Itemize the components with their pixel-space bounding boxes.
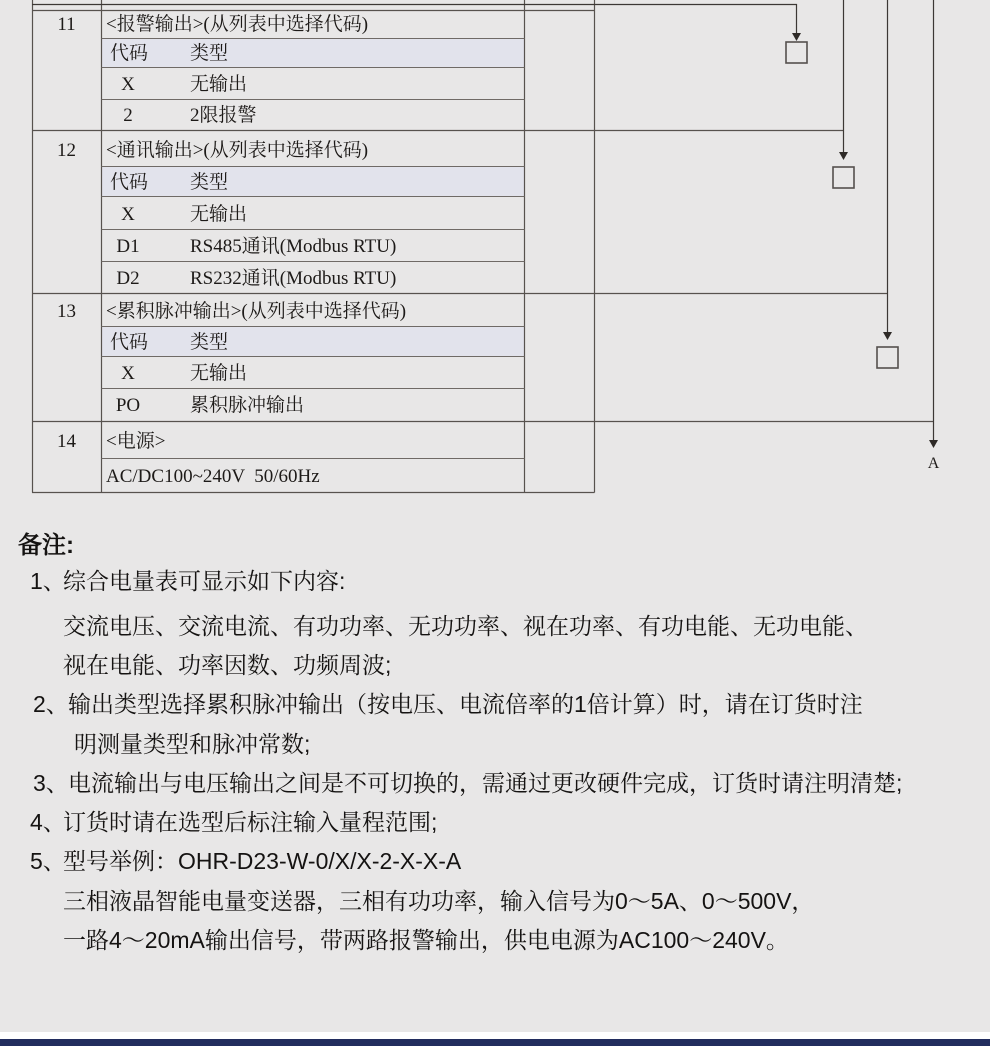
row-title-pulse-output: <累积脉冲输出>(从列表中选择代码) [106,301,407,322]
note-number: 4、 [30,809,66,835]
code-box-alarm-output [786,42,807,63]
row-title-comm-output: <通讯输出>(从列表中选择代码) [106,140,369,161]
option-type: 2限报警 [190,105,257,126]
option-type: 累积脉冲输出 [190,395,305,416]
col-header-type: 类型 [190,172,229,193]
arrow-down-icon [792,33,801,41]
note-line: 三相液晶智能电量变送器，三相有功功率，输入信号为0～5A、0～500V， [63,888,815,914]
arrow-down-icon [929,440,938,448]
note-line: 明测量类型和脉冲常数; [74,731,311,757]
note-line: 型号举例：OHR-D23-W-0/X/X-2-X-X-A [63,848,462,874]
arrow-down-icon [839,152,848,160]
note-line: 视在电能、功率因数、功频周波; [63,652,392,678]
option-type: RS232通讯(Modbus RTU) [190,268,397,289]
option-type: RS485通讯(Modbus RTU) [190,236,397,257]
note-line: 一路4～20mA输出信号，带两路报警输出，供电电源为AC100～240V。 [63,927,789,953]
note-number: 2、 [33,691,69,717]
option-code: X [121,363,135,384]
power-spec-value: AC/DC100~240V 50/60Hz [106,466,320,487]
option-code: D1 [116,236,140,257]
table-borders [32,0,934,493]
option-code: 2 [123,105,133,126]
header-shade-row11 [102,39,524,67]
arrow-down-icon [883,332,892,340]
code-box-comm-output [833,167,854,188]
code-boxes [786,42,898,368]
row-number: 11 [57,14,76,35]
row-title-alarm-output: <报警输出>(从列表中选择代码) [106,14,369,35]
option-type: 无输出 [190,363,248,384]
col-header-type: 类型 [190,43,229,64]
note-line: 订货时请在选型后标注输入量程范围; [63,809,438,835]
bottom-navy-bar [0,1039,990,1046]
col-header-type: 类型 [190,332,229,353]
note-number: 1、 [30,568,66,594]
col-header-code: 代码 [110,172,149,193]
option-code: D2 [116,268,140,289]
row-number: 12 [57,140,76,161]
row-number: 13 [57,301,76,322]
note-line: 综合电量表可显示如下内容: [63,568,346,594]
option-code: X [121,204,135,225]
row-title-power: <电源> [106,431,166,452]
note-line: 交流电压、交流电流、有功功率、无功功率、视在功率、有功电能、无功电能、 [63,613,868,639]
note-line: 输出类型选择累积脉冲输出（按电压、电流倍率的1倍计算）时，请在订货时注 [68,691,863,717]
header-shade-row12 [102,167,524,196]
col-header-code: 代码 [110,43,149,64]
code-box-pulse-output [877,347,898,368]
bottom-white-strip [0,1032,990,1039]
col-header-code: 代码 [110,332,149,353]
note-number: 5、 [30,848,66,874]
row-number: 14 [57,431,76,452]
note-line: 电流输出与电压输出之间是不可切换的，需通过更改硬件完成，订货时请注明清楚; [68,770,903,796]
note-number: 3、 [33,770,69,796]
notes-heading: 备注: [18,532,74,559]
option-code: X [121,74,135,95]
option-code: PO [115,395,141,416]
arrow-heads [792,33,938,448]
option-type: 无输出 [190,204,248,225]
power-code-letter: A [927,455,940,472]
header-shade-row13 [102,327,524,356]
option-type: 无输出 [190,74,248,95]
